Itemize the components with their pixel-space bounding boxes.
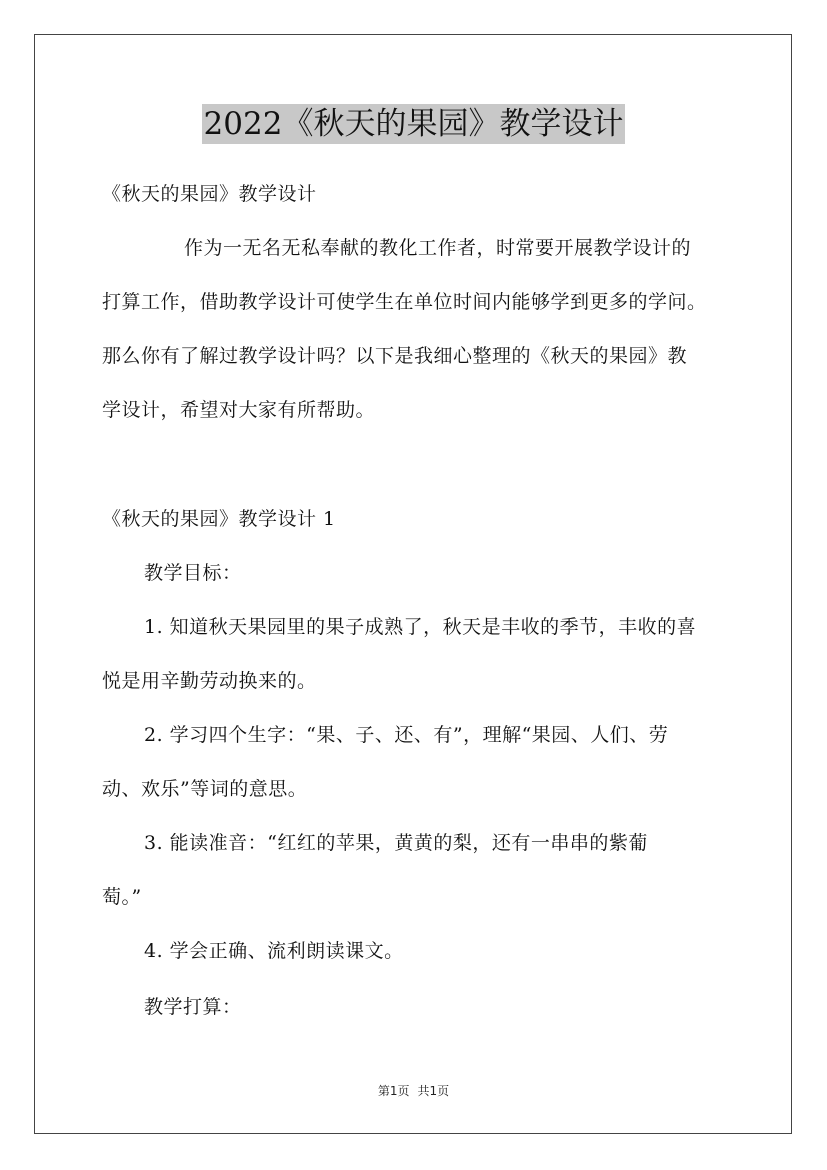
intro-line-2: 打算工作，借助教学设计可使学生在单位时间内能够学到更多的学问。 (102, 291, 707, 313)
subtitle: 《秋天的果园》教学设计 (102, 183, 317, 205)
objective-1-line-1: 1. 知道秋天果园里的果子成熟了，秋天是丰收的季节，丰收的喜 (144, 616, 697, 638)
intro-line-3: 那么你有了解过教学设计吗？以下是我细心整理的《秋天的果园》教 (102, 345, 688, 367)
title-container (0, 104, 827, 144)
objective-1-line-2: 悦是用辛勤劳动换来的。 (102, 670, 317, 692)
objective-4: 4. 学会正确、流利朗读课文。 (144, 940, 404, 962)
objectives-label: 教学目标： (144, 562, 242, 584)
plan-label: 教学打算： (144, 996, 242, 1018)
objective-3-line-2: 萄。” (102, 886, 142, 908)
page-current: 第1页 (377, 1084, 410, 1098)
objective-3-line-1: 3. 能读准音：“红红的苹果，黄黄的梨，还有一串串的紫葡 (144, 832, 648, 854)
objective-2-line-1: 2. 学习四个生字：“果、子、还、有”，理解“果园、人们、劳 (144, 724, 669, 746)
page-footer (0, 1083, 827, 1099)
intro-line-1: 作为一无名无私奉献的教化工作者，时常要开展教学设计的 (184, 237, 692, 259)
document-title: 2022《秋天的果园》教学设计 (203, 106, 624, 142)
section-heading: 《秋天的果园》教学设计 1 (102, 508, 336, 530)
intro-line-4: 学设计，希望对大家有所帮助。 (102, 399, 376, 421)
page-total: 共1页 (417, 1084, 450, 1098)
objective-2-line-2: 动、欢乐”等词的意思。 (102, 778, 308, 800)
